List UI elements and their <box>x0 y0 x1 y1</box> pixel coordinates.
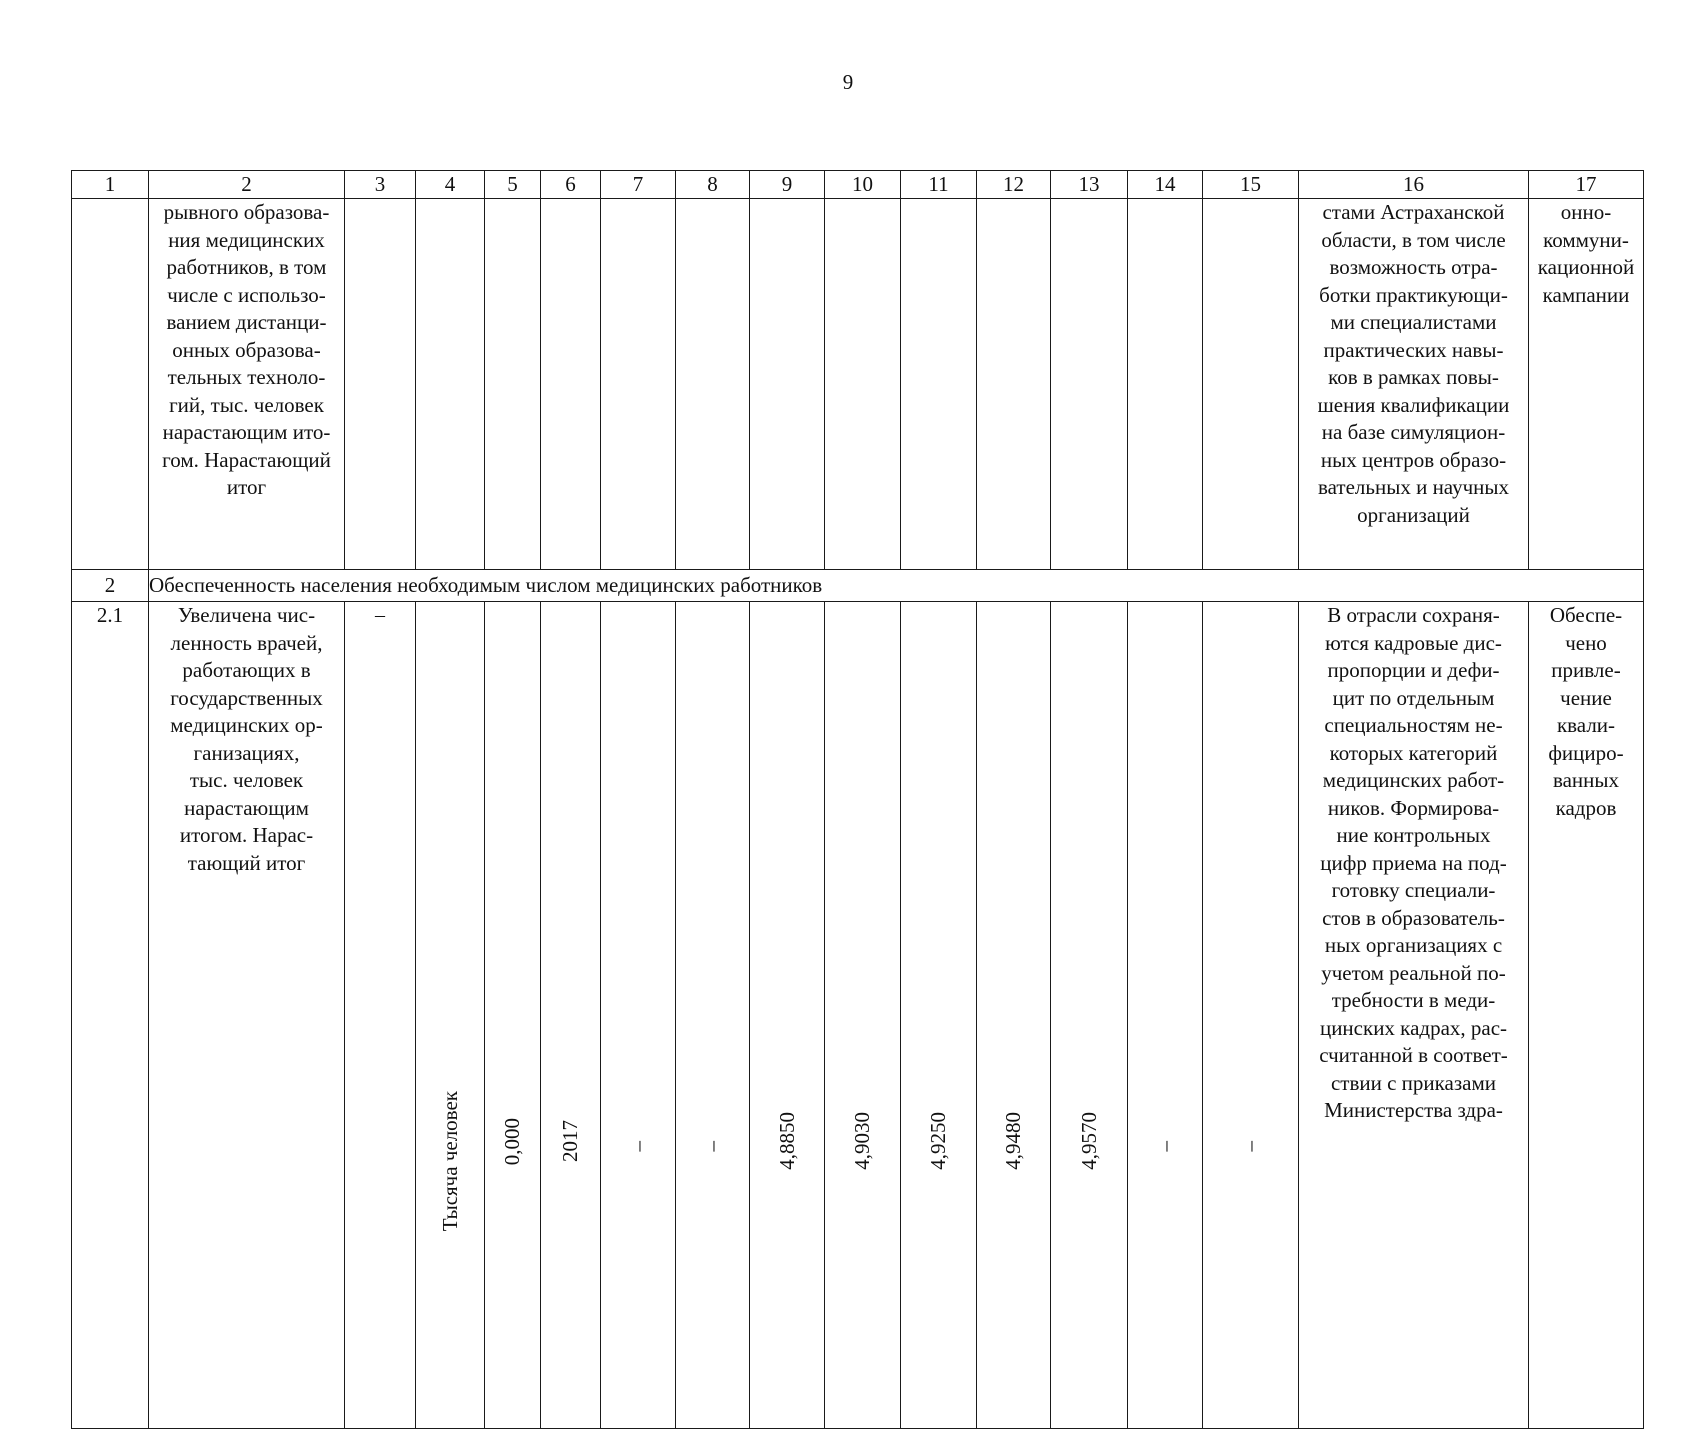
column-header: 17 <box>1529 171 1644 199</box>
table-cell <box>750 199 825 570</box>
result-description: Обеспе- чено привле- чение квали- фициро- ванных кадров <box>1529 602 1644 1429</box>
risk-description-cont: стами Астраханской области, в том числе возможность отра- ботки практикующи- ми специалистами практических навы- ков в рамках повы- шения квалификации на базе симуляцион- ных центров образо- вательных и научных организаций <box>1299 199 1529 570</box>
table-cell <box>601 199 676 570</box>
year-2023-cell <box>977 602 1051 1429</box>
column-number-header-row <box>72 171 1644 199</box>
year-2023-text: 4,9480 <box>1001 1112 1025 1171</box>
table-cell <box>1203 199 1299 570</box>
year-2024-text: 4,9570 <box>1076 1112 1101 1171</box>
base-year-cell <box>541 602 601 1429</box>
column-header: 14 <box>1128 171 1203 199</box>
year-2025-text: – <box>1152 1140 1177 1152</box>
year-2020-text: 4,8850 <box>774 1112 799 1171</box>
column-header: 11 <box>901 171 977 199</box>
column-header: 10 <box>825 171 901 199</box>
column-header: 8 <box>676 171 750 199</box>
column-header: 5 <box>485 171 541 199</box>
year-2021-text: 4,9030 <box>850 1112 874 1171</box>
year-2020-cell <box>750 602 825 1429</box>
table-cell <box>901 199 977 570</box>
column-header: 6 <box>541 171 601 199</box>
page-number: 9 <box>842 70 854 94</box>
year-2019-text: – <box>700 1140 724 1152</box>
column-header: 2 <box>149 171 345 199</box>
column-header: 3 <box>345 171 416 199</box>
year-2021-cell <box>825 602 901 1429</box>
row-number: 2.1 <box>72 602 149 1429</box>
column-header: 15 <box>1203 171 1299 199</box>
table-cell <box>676 199 750 570</box>
indicator-level-cell: – <box>345 602 416 1429</box>
result-description-cont: онно- коммуни- кационной кампании <box>1529 199 1644 570</box>
section-number: 2 <box>72 570 149 602</box>
indicator-description-cont: рывного образова- ния медицинских работников, в том числе с использо- ванием дистанци- онных образова- тельных техноло- гий, тыс. человек нарастающим ито- гом. Нарастающий итог <box>149 199 345 570</box>
year-2019-cell <box>676 602 750 1429</box>
table-cell <box>345 199 416 570</box>
indicators-table <box>71 170 1644 1429</box>
year-2018-text: – <box>625 1140 650 1152</box>
column-header: 1 <box>72 171 149 199</box>
table-cell <box>1128 199 1203 570</box>
table-cell <box>977 199 1051 570</box>
section-title: Обеспеченность населения необходимым числом медицинских работников <box>149 570 1644 602</box>
year-2026-text: – <box>1238 1140 1262 1152</box>
table-cell <box>485 199 541 570</box>
unit-text: Тысяча человек <box>437 1091 462 1232</box>
table-cell <box>1051 199 1128 570</box>
indicator-description: Увеличена чис- ленность врачей, работающих в государственных медицинских ор- ганизациях, тыс. человек нарастающим итогом. Нарас- тающий итог <box>149 602 345 1429</box>
table-cell <box>825 199 901 570</box>
risk-description: В отрасли сохраня- ются кадровые дис- пропорции и дефи- цит по отдельным специальностям не- которых категорий медицинских работ- ников. Формирова- ние контрольных цифр приема на под- готовку специали- стов в образователь- ных организациях с учетом реальной по- требности в меди- цинских кадрах, рас- считанной в соответ- ствии с приказами Министерства здра- <box>1299 602 1529 1429</box>
base-value-cell <box>485 602 541 1429</box>
column-header: 7 <box>601 171 676 199</box>
column-header: 13 <box>1051 171 1128 199</box>
column-header: 16 <box>1299 171 1529 199</box>
year-2026-cell <box>1203 602 1299 1429</box>
column-header: 12 <box>977 171 1051 199</box>
year-2022-text: 4,9250 <box>926 1112 950 1171</box>
table-cell <box>416 199 485 570</box>
unit-cell <box>416 602 485 1429</box>
table-cell <box>72 199 149 570</box>
column-header: 4 <box>416 171 485 199</box>
base-year-text: 2017 <box>558 1120 582 1163</box>
column-header: 9 <box>750 171 825 199</box>
year-2024-cell <box>1051 602 1128 1429</box>
table-cell <box>541 199 601 570</box>
section-row <box>72 570 1644 602</box>
year-2025-cell <box>1128 602 1203 1429</box>
table-row <box>72 602 1644 1429</box>
base-value-text: 0,000 <box>500 1117 524 1165</box>
year-2018-cell <box>601 602 676 1429</box>
year-2022-cell <box>901 602 977 1429</box>
continued-row <box>72 199 1644 570</box>
